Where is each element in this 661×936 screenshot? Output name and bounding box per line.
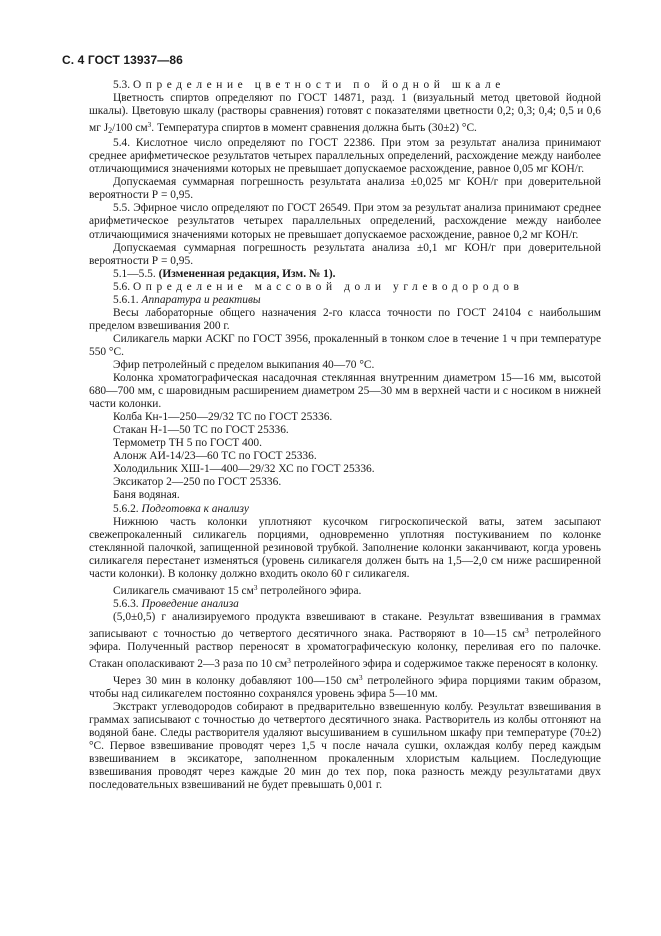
section-number: 5.6.2. [113, 502, 139, 515]
list-item: Баня водяная. [113, 489, 180, 502]
superscript: 3 [358, 673, 363, 683]
paragraph: Колонка хроматографическая насадочная стеклянная внутренним диаметром 15—16 мм, высотой 680—700 мм, с шаровидным расширением диаметром 25—30 мм в верхней части и с носиком в нижней части колонки. [89, 372, 601, 411]
section-number: 5.3. [113, 79, 131, 91]
section-5-6-1-heading [89, 294, 601, 307]
list-item: Алонж АИ-14/23—60 ТС по ГОСТ 25336. [113, 450, 317, 463]
section-title: Аппаратура и реактивы [141, 293, 261, 306]
list-item: Термометр ТН 5 по ГОСТ 400. [113, 437, 262, 450]
text-run: петролейного эфира. [257, 584, 362, 597]
subscript: 2 [108, 126, 113, 136]
section-number: 5.1—5.5. [113, 267, 156, 280]
paragraph: 5.5. Эфирное число определяют по ГОСТ 26549. При этом за результат анализа принимают среднее арифметическое результатов четырех параллельных определений, расхождение между наиболее отличающимися значениями которых не превышает допускаемое расхождение, равное 0,2 мг КОН/г. [89, 202, 601, 241]
section-5-6-heading [89, 281, 601, 294]
page-header: С. 4 ГОСТ 13937—86 [62, 53, 183, 67]
section-5-3-heading [89, 79, 601, 92]
paragraph [89, 92, 601, 137]
amendment-note [89, 268, 601, 281]
paragraph: Допускаемая суммарная погрешность результата анализа ±0,1 мг КОН/г при доверительной вероятности Р = 0,95. [89, 241, 601, 267]
section-5-6-2-heading [89, 503, 601, 516]
paragraph: 5.4. Кислотное число определяют по ГОСТ 22386. При этом за результат анализа принимают среднее арифметическое результатов четырех параллельных определений, расхождение между наиболее отличающимися значениями которых не превышает допускаемое расхождение, равное 0,05 мг КОН/г. [89, 137, 601, 176]
superscript: 3 [525, 625, 529, 635]
paragraph: Силикагель марки АСКГ по ГОСТ 3956, прокаленный в тонком слое в течение 1 ч при температуре 550 °С. [89, 332, 601, 358]
section-title: Подготовка к анализу [141, 502, 249, 515]
text-run: петролейного эфира. Полученный раствор переносят в хроматографическую колонку, переливая его по палочке. Стакан ополаскивают 2—3 раза по 10 см [89, 627, 601, 671]
document-body [89, 79, 601, 792]
paragraph [89, 611, 601, 671]
text-run: петролейного эфира и содержимое также переносят в колонку. [290, 658, 598, 671]
text-run: петролейного эфира порциями таким образом, чтобы над силикагелем постоянно сохранялся уровень эфира 5—10 мм. [89, 675, 601, 701]
paragraph: Нижнюю часть колонки уплотняют кусочком гигроскопической ваты, затем засыпают свежепрокаленный силикагель порциями, одновременно уплотняя постукиванием по колонке стеклянной палочкой, запищенной резиновой трубкой. Заполнение колонки заканчивают, когда уровень силикагеля перестанет изменяться (уровень силикагеля должен быть на 1,5—2,0 см ниже расширенной части колонки). В колонку должно входить около 60 г силикагеля. [89, 515, 601, 580]
paragraph [89, 671, 601, 701]
superscript: 3 [287, 656, 291, 666]
text-run: Цветность спиртов определяют по ГОСТ 14871, разд. 1 (визуальный метод цветовой йодной шкалы). Цветовую шкалу (растворы сравнения) готовят с показателями цветности 0,2; 0,3; 0,4; 0,5 и 0,6 мг J [89, 92, 601, 135]
section-5-6-3-heading [89, 598, 601, 611]
text-run: Через 30 мин в колонку добавляют 100—150 см [113, 675, 359, 688]
text-run: Силикагель смачивают 15 см [113, 584, 254, 597]
text-run: (5,0±0,5) г анализируемого продукта взвешивают в стакане. Результат взвешивания в граммах записывают с точностью до четвертого десятичного знака. Растворяют в 10—15 см [89, 610, 601, 640]
text-run: /100 см [112, 122, 148, 135]
text-run: . Температура спиртов в момент сравнения должна быть (30±2) °С. [151, 122, 477, 135]
section-number: 5.6.3. [113, 597, 139, 610]
section-number: 5.6.1. [113, 293, 139, 306]
list-item: Колба Кн-1—250—29/32 ТС по ГОСТ 25336. [113, 411, 333, 424]
superscript: 3 [253, 582, 258, 592]
list-item: Эксикатор 2—250 по ГОСТ 25336. [113, 476, 282, 489]
list-item: Холодильник ХШ-1—400—29/32 ХС по ГОСТ 25336. [113, 463, 375, 476]
amendment-text: (Измененная редакция, Изм. № 1). [158, 267, 336, 280]
section-title: Проведение анализа [141, 597, 239, 610]
superscript: 3 [147, 120, 152, 130]
paragraph: Экстракт углеводородов собирают в предварительно взвешенную колбу. Результат взвешивания в граммах записывают с точностью до четвертого десятичного знака. Растворитель из колбы отгоняют на водяной бане. Следы растворителя удаляют высушиванием в сушильном шкафу при температуре (70±2) °С. Первое взвешивание проводят через 1,5 ч после начала сушки, охлаждая колбу перед каждым взвешиванием в эксикаторе, заполненном прокаленным хлористым кальцием. Последующие взвешивания проводят через каждые 20 мин до тех пор, пока разность между результатами двух последовательных взвешиваний не будет превышать 0,001 г. [89, 701, 601, 792]
paragraph: Эфир петролейный с пределом выкипания 40—70 °С. [113, 358, 375, 371]
section-number: 5.6. [113, 280, 131, 293]
section-title: Определение цветности по йодной шкале [132, 79, 505, 91]
paragraph: Весы лабораторные общего назначения 2-го класса точности по ГОСТ 24104 с наибольшим пределом взвешивания 200 г. [89, 306, 601, 332]
list-item: Стакан Н-1—50 ТС по ГОСТ 25336. [113, 424, 289, 437]
section-title: Определение массовой доли углеводородов [132, 280, 524, 293]
paragraph: Допускаемая суммарная погрешность результата анализа ±0,025 мг КОН/г при доверительной вероятности Р = 0,95. [89, 176, 601, 202]
paragraph [89, 581, 601, 598]
